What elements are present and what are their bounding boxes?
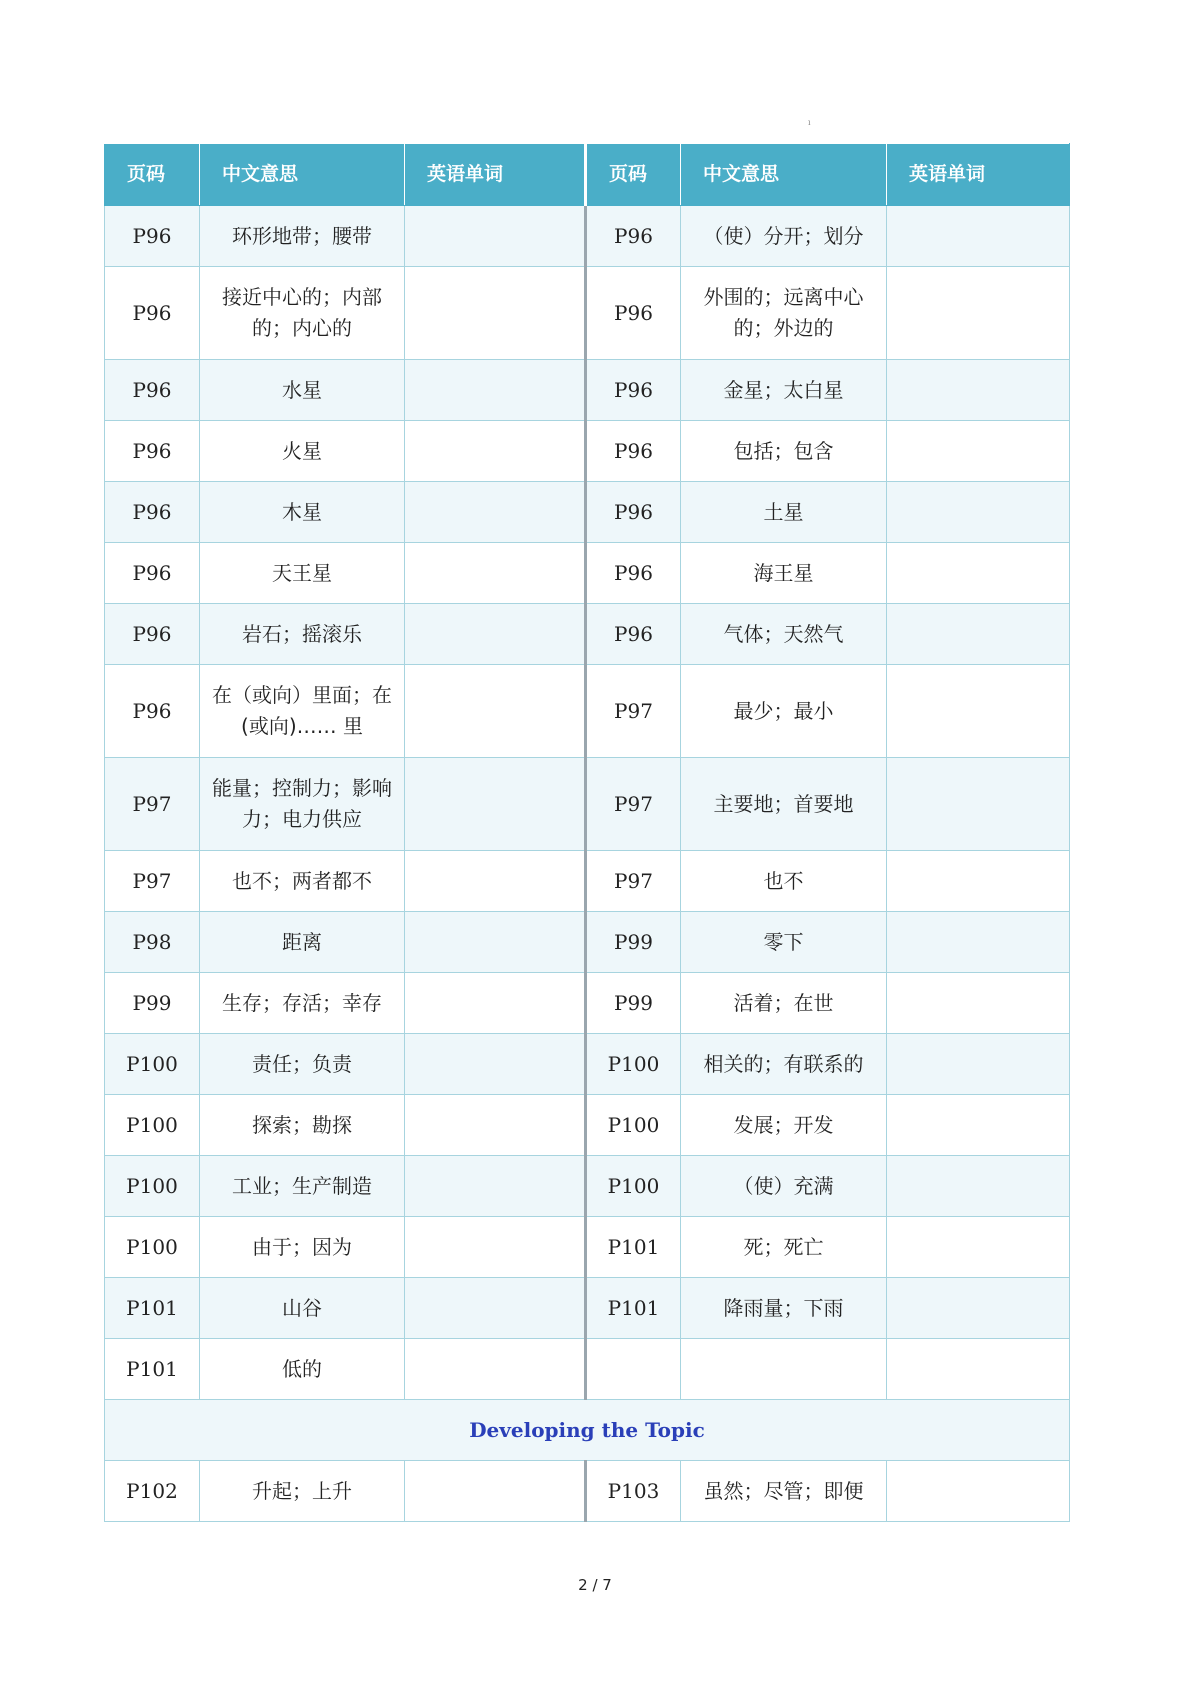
chinese-meaning-cell: 水星 (200, 360, 405, 421)
table-row (105, 604, 1070, 665)
english-word-cell[interactable] (887, 604, 1070, 665)
table-row (105, 973, 1070, 1034)
english-word-cell[interactable] (405, 543, 586, 604)
english-word-cell[interactable] (405, 851, 586, 912)
page-cell: P96 (586, 267, 681, 360)
english-word-cell[interactable] (887, 206, 1070, 267)
page-cell: P97 (105, 758, 200, 851)
chinese-meaning-cell: 生存；存活；幸存 (200, 973, 405, 1034)
page-cell: P97 (586, 665, 681, 758)
section-title: Developing the Topic (105, 1400, 1070, 1461)
chinese-meaning-cell: 包括；包含 (681, 421, 887, 482)
page-cell: P97 (586, 851, 681, 912)
chinese-meaning-cell: 死；死亡 (681, 1217, 887, 1278)
page-cell: P96 (105, 360, 200, 421)
page-cell: P96 (586, 604, 681, 665)
table-row (105, 1034, 1070, 1095)
chinese-meaning-cell: 工业；生产制造 (200, 1156, 405, 1217)
english-word-cell[interactable] (887, 851, 1070, 912)
english-word-cell[interactable] (887, 758, 1070, 851)
header-english-right: 英语单词 (887, 144, 1070, 206)
table-row (105, 1095, 1070, 1156)
chinese-meaning-cell: 也不 (681, 851, 887, 912)
table-body (105, 206, 1070, 1522)
table-row (105, 1461, 1070, 1522)
table-row (105, 1278, 1070, 1339)
page-cell (586, 1339, 681, 1400)
page-cell: P96 (105, 543, 200, 604)
corner-mark: ı (808, 118, 811, 127)
english-word-cell[interactable] (887, 421, 1070, 482)
english-word-cell[interactable] (887, 912, 1070, 973)
header-chinese-right: 中文意思 (681, 144, 887, 206)
english-word-cell[interactable] (405, 758, 586, 851)
page-cell: P96 (586, 360, 681, 421)
english-word-cell[interactable] (887, 267, 1070, 360)
header-english-left: 英语单词 (405, 144, 586, 206)
page-cell: P101 (105, 1278, 200, 1339)
chinese-meaning-cell: （使）分开；划分 (681, 206, 887, 267)
english-word-cell[interactable] (405, 604, 586, 665)
page-cell: P101 (586, 1278, 681, 1339)
chinese-meaning-cell: 山谷 (200, 1278, 405, 1339)
header-chinese-left: 中文意思 (200, 144, 405, 206)
page-cell: P96 (105, 482, 200, 543)
english-word-cell[interactable] (887, 1217, 1070, 1278)
page-cell: P100 (105, 1034, 200, 1095)
table-row (105, 912, 1070, 973)
page-cell: P100 (586, 1034, 681, 1095)
english-word-cell[interactable] (405, 1278, 586, 1339)
header-page-right: 页码 (586, 144, 681, 206)
table-row (105, 206, 1070, 267)
vocabulary-table (104, 143, 1070, 1522)
chinese-meaning-cell: 最少；最小 (681, 665, 887, 758)
english-word-cell[interactable] (405, 1217, 586, 1278)
english-word-cell[interactable] (887, 1156, 1070, 1217)
page-number: 2 / 7 (578, 1576, 612, 1594)
english-word-cell[interactable] (887, 1339, 1070, 1400)
chinese-meaning-cell: 责任；负责 (200, 1034, 405, 1095)
page-cell: P96 (105, 267, 200, 360)
page-cell: P100 (105, 1217, 200, 1278)
chinese-meaning-cell: 零下 (681, 912, 887, 973)
table-row (105, 665, 1070, 758)
page-cell: P101 (105, 1339, 200, 1400)
english-word-cell[interactable] (405, 1034, 586, 1095)
english-word-cell[interactable] (887, 1278, 1070, 1339)
chinese-meaning-cell: （使）充满 (681, 1156, 887, 1217)
page-cell: P96 (586, 543, 681, 604)
chinese-meaning-cell: 相关的；有联系的 (681, 1034, 887, 1095)
chinese-meaning-cell: 在（或向）里面；在(或向)…… 里 (200, 665, 405, 758)
table-row (105, 482, 1070, 543)
page-cell: P100 (586, 1095, 681, 1156)
chinese-meaning-cell: 虽然；尽管；即便 (681, 1461, 887, 1522)
section-row (105, 1400, 1070, 1461)
english-word-cell[interactable] (887, 1034, 1070, 1095)
table-row (105, 1217, 1070, 1278)
chinese-meaning-cell: 也不；两者都不 (200, 851, 405, 912)
english-word-cell[interactable] (405, 665, 586, 758)
english-word-cell[interactable] (405, 1339, 586, 1400)
chinese-meaning-cell: 金星；太白星 (681, 360, 887, 421)
page-cell: P102 (105, 1461, 200, 1522)
page-cell: P96 (105, 421, 200, 482)
page-cell: P103 (586, 1461, 681, 1522)
chinese-meaning-cell: 升起；上升 (200, 1461, 405, 1522)
page-cell: P96 (105, 604, 200, 665)
english-word-cell[interactable] (405, 267, 586, 360)
chinese-meaning-cell: 气体；天然气 (681, 604, 887, 665)
chinese-meaning-cell: 岩石；摇滚乐 (200, 604, 405, 665)
chinese-meaning-cell: 土星 (681, 482, 887, 543)
chinese-meaning-cell: 海王星 (681, 543, 887, 604)
chinese-meaning-cell: 低的 (200, 1339, 405, 1400)
chinese-meaning-cell: 火星 (200, 421, 405, 482)
english-word-cell[interactable] (405, 912, 586, 973)
chinese-meaning-cell: 活着；在世 (681, 973, 887, 1034)
english-word-cell[interactable] (887, 543, 1070, 604)
page-cell: P99 (586, 973, 681, 1034)
page-cell: P96 (105, 665, 200, 758)
english-word-cell[interactable] (887, 665, 1070, 758)
chinese-meaning-cell: 能量；控制力；影响力；电力供应 (200, 758, 405, 851)
chinese-meaning-cell: 距离 (200, 912, 405, 973)
page-cell: P99 (105, 973, 200, 1034)
chinese-meaning-cell: 探索；勘探 (200, 1095, 405, 1156)
english-word-cell[interactable] (887, 973, 1070, 1034)
chinese-meaning-cell: 天王星 (200, 543, 405, 604)
english-word-cell[interactable] (405, 1461, 586, 1522)
table-row (105, 543, 1070, 604)
page-cell: P96 (586, 482, 681, 543)
english-word-cell[interactable] (887, 1461, 1070, 1522)
chinese-meaning-cell: 主要地；首要地 (681, 758, 887, 851)
page-cell: P96 (105, 206, 200, 267)
table-header-row (105, 144, 1070, 206)
english-word-cell[interactable] (405, 421, 586, 482)
english-word-cell[interactable] (405, 1095, 586, 1156)
english-word-cell[interactable] (405, 360, 586, 421)
page-cell: P101 (586, 1217, 681, 1278)
table-row (105, 758, 1070, 851)
chinese-meaning-cell: 木星 (200, 482, 405, 543)
table-row (105, 421, 1070, 482)
english-word-cell[interactable] (405, 482, 586, 543)
header-page-left: 页码 (105, 144, 200, 206)
page-cell: P100 (105, 1156, 200, 1217)
chinese-meaning-cell: 环形地带；腰带 (200, 206, 405, 267)
table-row (105, 1339, 1070, 1400)
page-cell: P100 (105, 1095, 200, 1156)
table-row (105, 267, 1070, 360)
chinese-meaning-cell: 由于；因为 (200, 1217, 405, 1278)
english-word-cell[interactable] (405, 206, 586, 267)
chinese-meaning-cell: 降雨量；下雨 (681, 1278, 887, 1339)
page-cell: P97 (586, 758, 681, 851)
chinese-meaning-cell: 接近中心的；内部的；内心的 (200, 267, 405, 360)
table-row (105, 1156, 1070, 1217)
page-cell: P99 (586, 912, 681, 973)
chinese-meaning-cell: 外围的；远离中心的；外边的 (681, 267, 887, 360)
english-word-cell[interactable] (887, 482, 1070, 543)
table-row (105, 360, 1070, 421)
english-word-cell[interactable] (405, 1156, 586, 1217)
table-row (105, 851, 1070, 912)
english-word-cell[interactable] (887, 1095, 1070, 1156)
page-cell: P100 (586, 1156, 681, 1217)
english-word-cell[interactable] (405, 973, 586, 1034)
english-word-cell[interactable] (887, 360, 1070, 421)
chinese-meaning-cell: 发展；开发 (681, 1095, 887, 1156)
page-cell: P98 (105, 912, 200, 973)
page-cell: P96 (586, 206, 681, 267)
page-cell: P97 (105, 851, 200, 912)
page-cell: P96 (586, 421, 681, 482)
chinese-meaning-cell (681, 1339, 887, 1400)
